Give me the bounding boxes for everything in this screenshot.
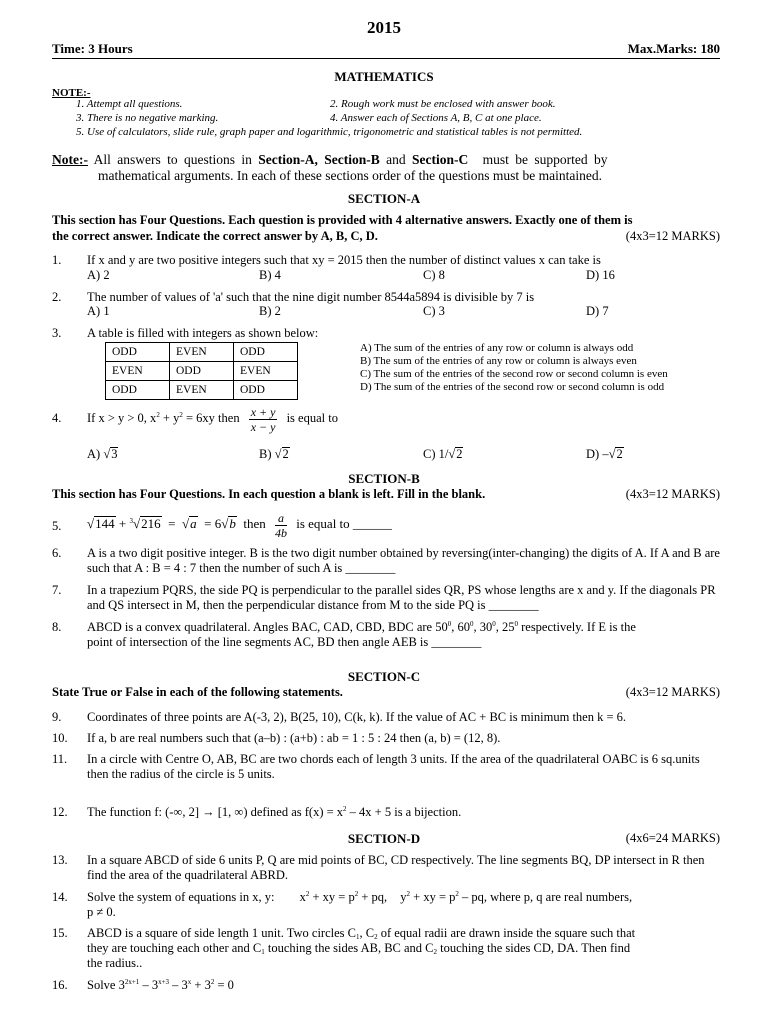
section-c-marks: (4x3=12 MARKS): [625, 685, 720, 699]
fraction-numerator: x + y: [250, 404, 276, 419]
question-number: 15.: [52, 926, 68, 940]
q14-eq1: + xy = p: [309, 890, 355, 904]
option-d: D) The sum of the entries of the second row or second column is odd: [360, 381, 665, 393]
section-a-instructions: This section has Four Questions. Each question is provided with 4 alternative answers. Exactly one of them is: [52, 213, 633, 227]
question-number: 11.: [52, 752, 68, 766]
fraction-denominator: 4b: [274, 525, 287, 540]
question-text: In a square ABCD of side 6 units P, Q are mid points of BC, CD respectively. The line segments BQ, DP intersect in R then find the area of the quadrilateral ABRD.: [87, 853, 705, 882]
question-text: The number of values of 'a' such that the nine digit number 8544a5894 is divisible by 7 is: [87, 290, 535, 304]
section-b-title: SECTION-B: [348, 471, 420, 486]
q4-text: = 6xy then: [182, 411, 240, 425]
table-cell: ODD: [234, 343, 298, 362]
fraction-denominator: x − y: [250, 419, 276, 434]
question-number: 12.: [52, 805, 68, 819]
exam-year: 2015: [367, 18, 401, 37]
q14-eq1: x: [299, 890, 306, 904]
radicand: 144: [95, 516, 115, 531]
q16-text: Solve 3: [87, 978, 125, 992]
radicand: a: [190, 516, 197, 531]
exponent: 2: [343, 805, 347, 813]
question-text: [87, 620, 636, 635]
note2-section-b: Section-B: [324, 152, 380, 167]
q14-eq2: – pq, where p, q are real numbers,: [458, 890, 633, 904]
q16-text: – 3: [139, 978, 159, 992]
q16-text: = 0: [214, 978, 234, 992]
note2-section-c: Section-C: [412, 152, 469, 167]
exponent: 2: [406, 890, 411, 898]
note-item: 2. Rough work must be enclosed with answer book.: [330, 98, 556, 110]
radicand: b: [229, 516, 236, 531]
question-number: 4.: [52, 411, 62, 425]
radicand: 2: [282, 447, 289, 461]
option-label: A): [87, 447, 101, 461]
question-text: p ≠ 0.: [87, 905, 116, 919]
q15-text: , C: [359, 926, 375, 940]
table-row: [106, 362, 298, 381]
subscript: 2: [433, 948, 437, 956]
root-index: 3: [129, 517, 133, 525]
degree: 0: [492, 620, 496, 628]
exponent: 2x+1: [124, 978, 140, 986]
subscript: 1: [356, 933, 360, 941]
option-label: B): [259, 447, 272, 461]
section-d-title: SECTION-D: [347, 831, 421, 846]
option-c: C) 1/√2: [423, 447, 463, 461]
radicand: 216: [141, 516, 161, 531]
option-a: A) √3: [87, 447, 118, 461]
subscript: 1: [261, 948, 265, 956]
table-cell: EVEN: [170, 343, 234, 362]
table-cell: ODD: [234, 381, 298, 400]
note-item: 4. Answer each of Sections A, B, C at one place.: [330, 112, 542, 124]
radicand: 2: [456, 447, 463, 461]
question-text: A table is filled with integers as shown below:: [87, 326, 319, 340]
question-number: 8.: [52, 620, 62, 634]
option-a: A) 1: [87, 304, 110, 318]
option-c: C) 8: [423, 268, 445, 282]
degree: 0: [514, 620, 518, 628]
q4-text: is equal to: [286, 411, 338, 425]
question-text: [87, 403, 338, 434]
question-text: In a circle with Centre O, AB, BC are two chords each of length 3 units. If the area of the quadrilateral OABC is 6 sq.units then the radius of the circle is 5 units.: [87, 752, 700, 781]
exponent: 2: [305, 890, 310, 898]
note-item: 5. Use of calculators, slide rule, graph paper and logarithmic, trigonometric and statistical tables is not permitted.: [76, 126, 583, 138]
operator: =: [168, 516, 176, 531]
table-row: [106, 381, 298, 400]
q14-eq1: + pq,: [358, 890, 388, 904]
section-a-instructions: the correct answer. Indicate the correct answer by A, B, C, D.: [52, 229, 378, 243]
q5-text: then: [243, 516, 266, 531]
degree: 0: [469, 620, 474, 628]
note2-section-a: Section-A,: [258, 152, 318, 167]
note-label: NOTE:-: [52, 87, 91, 99]
question-text: A is a two digit positive integer. B is the two digit number obtained by reversing(inter-changing) the digits of A. If A and B are such that A : B = 4 : 7 then the number of such A is ________: [87, 546, 720, 575]
operator: +: [118, 516, 127, 531]
question-number: 5.: [52, 519, 62, 533]
q4-text: + y: [159, 411, 180, 425]
question-text: √144 + $^3$√216 = √a = 6√b then $\frac{a}{4b}$ is equal to ______: [87, 510, 392, 540]
option-d: D) –√2: [586, 447, 623, 461]
operator: = 6: [204, 516, 222, 531]
parity-table: [105, 342, 298, 400]
question-text: [87, 978, 234, 993]
q5-fraction: [275, 511, 287, 540]
note-item: 1. Attempt all questions.: [76, 98, 183, 110]
max-marks: Max.Marks: 180: [627, 41, 720, 56]
q15-text: touching the sides CD, DA. Then find: [437, 941, 631, 955]
q4-text: If x > y > 0, x: [87, 411, 157, 425]
subscript: 2: [374, 933, 378, 941]
question-text: [87, 805, 461, 820]
q5-text: is equal to ______: [296, 516, 392, 531]
question-text: the radius..: [87, 956, 143, 970]
q15-text: they are touching each other and C: [87, 941, 262, 955]
q14-eq2: y: [400, 890, 407, 904]
question-text: In a trapezium PQRS, the side PQ is perpendicular to the parallel sides QR, PS whose lengths are x and y. If the diagonals PR and QS intersect in M, then the perpendicular distance from M to the side PQ is ________: [87, 583, 716, 612]
question-number: 2.: [52, 290, 62, 304]
note2-text: must be supported by: [482, 152, 608, 167]
option-d: D) 7: [586, 304, 609, 318]
question-number: 6.: [52, 546, 62, 560]
exponent: 2: [179, 411, 183, 419]
header-rule: [52, 58, 720, 59]
radicand: 3: [111, 447, 118, 461]
option-d: D) 16: [586, 268, 615, 282]
option-c: C) 3: [423, 304, 445, 318]
option-a: A) The sum of the entries of any row or column is always odd: [360, 342, 634, 354]
question-text: point of intersection of the line segments AC, BD then angle AEB is ________: [87, 635, 482, 649]
question-text: [87, 890, 632, 905]
section-d-marks: (4x6=24 MARKS): [625, 831, 720, 845]
q14-eq2: + xy = p: [410, 890, 456, 904]
exponent: 2: [210, 978, 215, 986]
exponent: 2: [455, 890, 459, 898]
question-text: Coordinates of three points are A(-3, 2), B(25, 10), C(k, k). If the value of AC + BC is minimum then k = 6.: [87, 710, 627, 724]
section-a-title: SECTION-A: [347, 191, 421, 206]
table-cell: EVEN: [106, 362, 170, 381]
option-label: C) 1/: [423, 447, 449, 461]
note2-text: All answers to questions in: [93, 152, 252, 167]
question-number: 13.: [52, 853, 68, 867]
q12-text: – 4x + 5 is a bijection.: [346, 805, 462, 819]
question-text: If x and y are two positive integers such that xy = 2015 then the number of distinct values x can take is: [87, 253, 601, 267]
table-cell: ODD: [106, 343, 170, 362]
question-text: [87, 926, 635, 941]
question-number: 10.: [52, 731, 68, 745]
section-b-instructions: This section has Four Questions. In each question a blank is left. Fill in the blank.: [52, 487, 486, 501]
table-cell: ODD: [106, 381, 170, 400]
exponent: 2: [354, 890, 359, 898]
option-b: B) 4: [259, 268, 281, 282]
q16-text: + 3: [191, 978, 211, 992]
question-number: 3.: [52, 326, 62, 340]
exponent: x: [187, 978, 192, 986]
note2-and: and: [386, 152, 406, 167]
table-cell: EVEN: [170, 381, 234, 400]
section-c-instructions: State True or False in each of the following statements.: [52, 685, 343, 699]
q15-text: touching the sides AB, BC and C: [264, 941, 434, 955]
exam-time: Time: 3 Hours: [52, 41, 133, 56]
q16-text: – 3: [169, 978, 188, 992]
table-row: [106, 343, 298, 362]
radicand: 2: [616, 447, 623, 461]
section-a-marks: (4x3=12 MARKS): [625, 229, 720, 243]
question-text: If a, b are real numbers such that (a–b) : (a+b) : ab = 1 : 5 : 24 then (a, b) = (12, 8).: [87, 731, 501, 745]
exponent: x+3: [158, 978, 170, 986]
exponent: 2: [156, 411, 160, 419]
table-cell: EVEN: [234, 362, 298, 381]
option-a: A) 2: [87, 268, 110, 282]
q15-text: ABCD is a square of side length 1 unit. Two circles C: [87, 926, 356, 940]
q8-text: , 25: [495, 620, 515, 634]
section-c-title: SECTION-C: [347, 669, 421, 684]
section-b-marks: (4x3=12 MARKS): [625, 487, 720, 501]
question-number: 14.: [52, 890, 68, 904]
q8-text: , 30: [473, 620, 493, 634]
question-number: 9.: [52, 710, 62, 724]
q14-text: Solve the system of equations in x, y:: [87, 890, 275, 904]
degree: 0: [447, 620, 452, 628]
q8-text: respectively. If E is the: [517, 620, 636, 634]
option-b: B) The sum of the entries of any row or column is always even: [360, 355, 637, 367]
option-label: D) –: [586, 447, 609, 461]
subject-title: MATHEMATICS: [334, 69, 434, 84]
question-number: 7.: [52, 583, 62, 597]
question-number: 16.: [52, 978, 68, 992]
question-number: 1.: [52, 253, 62, 267]
note2-label: Note:-: [52, 152, 88, 167]
q8-text: ABCD is a convex quadrilateral. Angles BAC, CAD, CBD, BDC are 50: [87, 620, 448, 634]
question-text: [87, 941, 630, 956]
option-b: B) √2: [259, 447, 289, 461]
option-b: B) 2: [259, 304, 281, 318]
q4-fraction: [249, 405, 278, 434]
fraction-numerator: a: [275, 511, 287, 526]
q8-text: , 60: [451, 620, 470, 634]
note2-line1: [52, 152, 608, 168]
q12-text: The function f: (-∞, 2] → [1, ∞) defined as f(x) = x: [87, 805, 344, 819]
option-c: C) The sum of the entries of the second row or second column is even: [360, 368, 668, 380]
table-cell: ODD: [170, 362, 234, 381]
note-item: 3. There is no negative marking.: [76, 112, 219, 124]
q15-text: of equal radii are drawn inside the square such that: [377, 926, 636, 940]
note2-line2: mathematical arguments. In each of these sections order of the questions must be maintained.: [98, 168, 602, 183]
